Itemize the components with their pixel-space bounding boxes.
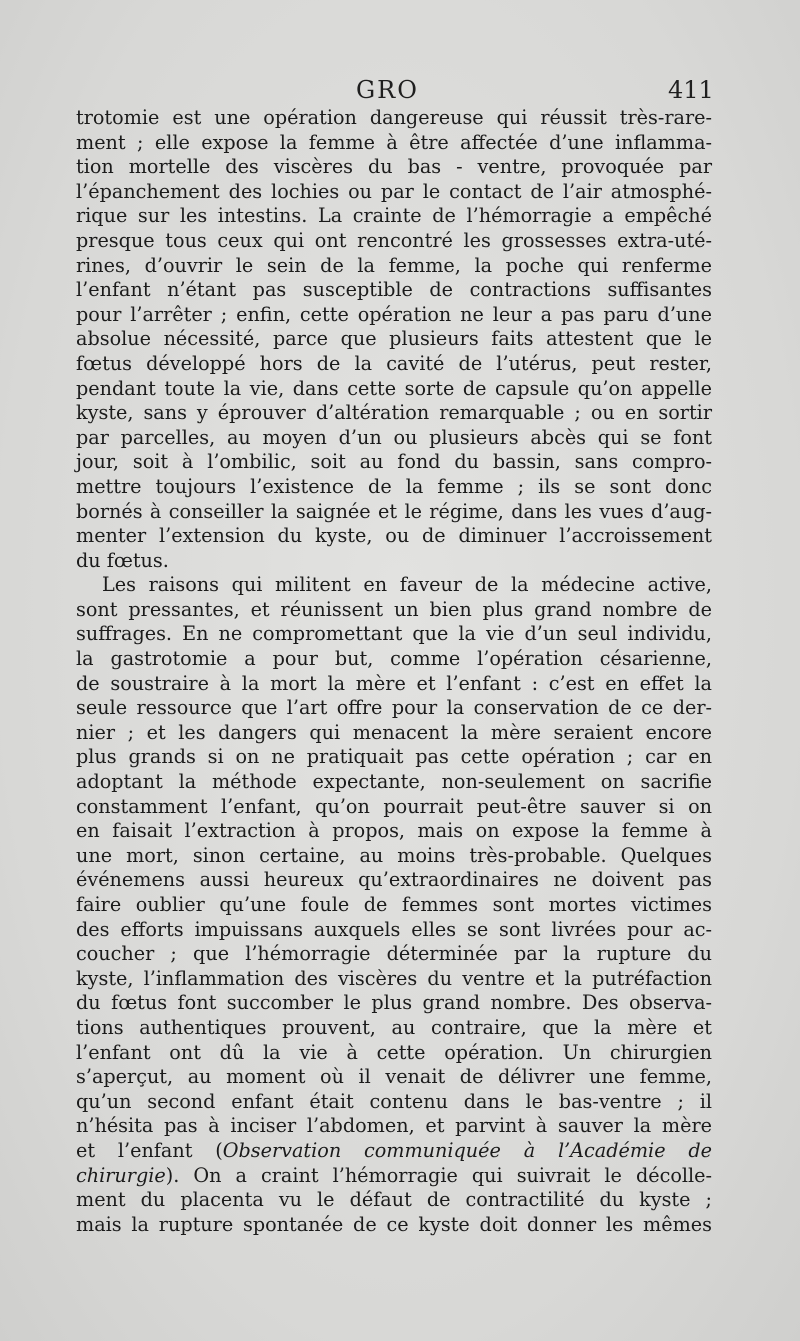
text-line: kyste, l’inflammation des viscères du ventre et la putréfaction	[76, 966, 712, 990]
text-run: et l’enfant (	[76, 1138, 223, 1162]
text-line: pour l’arrêter ; enfin, cette opération ne leur a pas paru d’une	[76, 302, 712, 326]
paragraph-end-line: du fœtus.	[76, 548, 169, 572]
text-line: en faisait l’extraction à propos, mais on expose la femme à	[76, 819, 712, 843]
text-line: n’hésita pas à inciser l’abdomen, et parvint à sauver la mère	[76, 1114, 712, 1138]
text-line: plus grands si on ne pratiquait pas cette opération ; car en	[76, 745, 712, 769]
text-line-with-italic	[76, 1139, 712, 1164]
text-line: coucher ; que l’hémorragie déterminée par la rupture du	[76, 942, 712, 966]
text-line: ment ; elle expose la femme à être affectée d’une inflamma-	[76, 130, 712, 154]
text-line: suffrages. En ne compromettant que la vie d’un seul individu,	[76, 622, 712, 646]
text-line: du fœtus font succomber le plus grand nombre. Des observa-	[76, 991, 712, 1015]
text-line: pendant toute la vie, dans cette sorte de capsule qu’on appelle	[76, 376, 712, 400]
text-line: sont pressantes, et réunissent un bien plus grand nombre de	[76, 597, 712, 621]
text-line: presque tous ceux qui ont rencontré les grossesses extra-uté-	[76, 228, 712, 252]
text-line: événemens aussi heureux qu’extraordinaires ne doivent pas	[76, 868, 712, 892]
text-run: ). On a craint l’hémorragie qui suivrait le décolle-	[165, 1163, 712, 1187]
body-text	[76, 106, 712, 1237]
text-line: tions authentiques prouvent, au contraire, que la mère et	[76, 1015, 712, 1039]
text-line: fœtus développé hors de la cavité de l’utérus, peut rester,	[76, 351, 712, 375]
text-line: des efforts impuissans auxquels elles se sont livrées pour ac-	[76, 917, 712, 941]
running-head: GRO	[356, 76, 419, 104]
text-line: constamment l’enfant, qu’on pourrait peut-être sauver si on	[76, 794, 712, 818]
text-line-with-italic	[76, 1164, 712, 1189]
text-line: une mort, sinon certaine, au moins très-probable. Quelques	[76, 843, 712, 867]
text-line: rines, d’ouvrir le sein de la femme, la poche qui renferme	[76, 253, 712, 277]
text-line: par parcelles, au moyen d’un ou plusieurs abcès qui se font	[76, 425, 712, 449]
text-line: jour, soit à l’ombilic, soit au fond du bassin, sans compro-	[76, 450, 712, 474]
text-line: faire oublier qu’une foule de femmes sont mortes victimes	[76, 893, 712, 916]
text-line: ment du placenta vu le défaut de contractilité du kyste ;	[76, 1188, 712, 1212]
text-line: nier ; et les dangers qui menacent la mère seraient encore	[76, 720, 712, 744]
page-header	[0, 76, 800, 106]
italic-citation: Observation communiquée à l’Académie de	[222, 1138, 713, 1162]
paragraph-start-line: Les raisons qui militent en faveur de la médecine active,	[102, 573, 712, 597]
text-line: trotomie est une opération dangereuse qui réussit très-rare-	[76, 106, 712, 129]
text-line: menter l’extension du kyste, ou de diminuer l’accroissement	[76, 524, 712, 548]
text-line: rique sur les intestins. La crainte de l’hémorragie a empêché	[76, 204, 712, 228]
text-line: bornés à conseiller la saignée et le régime, dans les vues d’aug-	[76, 499, 712, 523]
text-line: de soustraire à la mort la mère et l’enfant : c’est en effet la	[76, 671, 712, 695]
text-line: absolue nécessité, parce que plusieurs faits attestent que le	[76, 327, 712, 351]
text-line: mais la rupture spontanée de ce kyste doit donner les mêmes	[76, 1212, 712, 1236]
text-line: seule ressource que l’art offre pour la conservation de ce der-	[76, 696, 712, 720]
text-line: s’aperçut, au moment où il venait de délivrer une femme,	[76, 1065, 712, 1089]
text-line: la gastrotomie a pour but, comme l’opération césarienne,	[76, 647, 712, 671]
text-line: adoptant la méthode expectante, non-seulement on sacrifie	[76, 770, 712, 794]
page-number: 411	[668, 76, 714, 104]
text-line: l’enfant n’étant pas susceptible de contractions suffisantes	[76, 278, 712, 302]
text-line: qu’un second enfant était contenu dans le bas-ventre ; il	[76, 1089, 712, 1113]
text-line: l’épanchement des lochies ou par le contact de l’air atmosphé-	[76, 179, 712, 203]
text-line: mettre toujours l’existence de la femme ; ils se sont donc	[76, 474, 712, 498]
text-line: kyste, sans y éprouver d’altération remarquable ; ou en sortir	[76, 401, 712, 425]
text-line: tion mortelle des viscères du bas - ventre, provoquée par	[76, 155, 712, 179]
italic-citation: chirurgie	[76, 1163, 166, 1187]
text-line: l’enfant ont dû la vie à cette opération. Un chirurgien	[76, 1040, 712, 1064]
